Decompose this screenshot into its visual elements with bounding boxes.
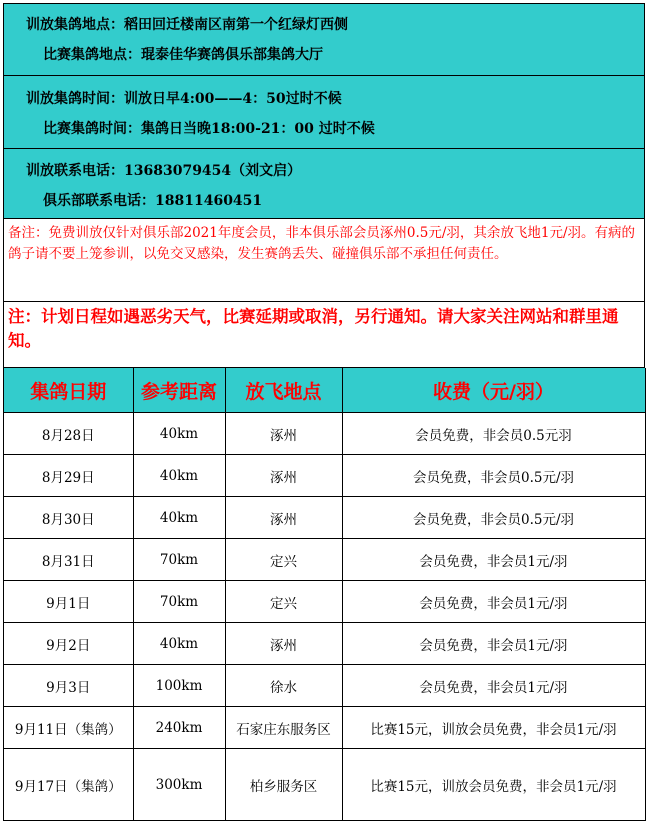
cell-distance: 70km xyxy=(133,539,225,581)
cell-distance: 40km xyxy=(133,455,225,497)
cell-location: 定兴 xyxy=(225,581,342,623)
schedule-sheet xyxy=(3,3,645,821)
table-row xyxy=(4,413,645,455)
race-location: 比赛集鸽地点：琨泰佳华赛鸽俱乐部集鸽大厅 xyxy=(43,47,323,63)
cell-date: 9月11日（集鸽） xyxy=(4,707,133,749)
table-row xyxy=(4,497,645,539)
header-fee: 收费（元/羽） xyxy=(342,368,645,413)
cell-date: 8月28日 xyxy=(4,413,133,455)
cell-distance: 40km xyxy=(133,623,225,665)
header-distance: 参考距离 xyxy=(133,368,225,413)
table-row xyxy=(4,623,645,665)
cell-fee: 比赛15元，训放会员免费，非会员1元/羽 xyxy=(342,749,645,821)
weather-notice: 注：计划日程如遇恶劣天气，比赛延期或取消，另行通知。请大家关注网站和群里通知。 xyxy=(4,302,645,368)
time-section xyxy=(4,76,645,149)
table-row xyxy=(4,455,645,497)
training-contact: 训放联系电话：13683079454（刘文启） xyxy=(26,163,302,179)
cell-date: 8月30日 xyxy=(4,497,133,539)
cell-date: 9月17日（集鸽） xyxy=(4,749,133,821)
table-header-row xyxy=(4,368,645,413)
cell-distance: 100km xyxy=(133,665,225,707)
location-section xyxy=(4,4,645,76)
cell-fee: 比赛15元，训放会员免费，非会员1元/羽 xyxy=(342,707,645,749)
cell-distance: 40km xyxy=(133,497,225,539)
cell-location: 定兴 xyxy=(225,539,342,581)
table-row xyxy=(4,665,645,707)
cell-location: 涿州 xyxy=(225,455,342,497)
schedule-table xyxy=(4,368,646,821)
contact-section xyxy=(4,149,645,219)
header-location: 放飞地点 xyxy=(225,368,342,413)
table-row xyxy=(4,707,645,749)
cell-date: 8月29日 xyxy=(4,455,133,497)
cell-location: 徐水 xyxy=(225,665,342,707)
cell-fee: 会员免费，非会员0.5元/羽 xyxy=(342,497,645,539)
table-row xyxy=(4,749,645,821)
cell-distance: 240km xyxy=(133,707,225,749)
cell-fee: 会员免费，非会员1元/羽 xyxy=(342,665,645,707)
cell-date: 9月2日 xyxy=(4,623,133,665)
cell-distance: 70km xyxy=(133,581,225,623)
remark: 备注：免费训放仅针对俱乐部2021年度会员，非本俱乐部会员涿州0.5元/羽，其余放飞地1元/羽。有病的鸽子请不要上笼参训，以免交叉感染，发生赛鸽丢失、碰撞俱乐部不承担任何责任。 xyxy=(4,219,645,302)
training-location: 训放集鸽地点：稻田回迁楼南区南第一个红绿灯西侧 xyxy=(26,17,348,33)
cell-distance: 40km xyxy=(133,413,225,455)
cell-location: 涿州 xyxy=(225,623,342,665)
cell-date: 8月31日 xyxy=(4,539,133,581)
cell-fee: 会员免费，非会员1元/羽 xyxy=(342,539,645,581)
cell-fee: 会员免费，非会员0.5元/羽 xyxy=(342,455,645,497)
training-time: 训放集鸽时间：训放日早4:00——4：50过时不候 xyxy=(26,91,342,107)
club-contact: 俱乐部联系电话：18811460451 xyxy=(43,193,263,209)
cell-fee: 会员免费，非会员0.5元羽 xyxy=(342,413,645,455)
table-row xyxy=(4,539,645,581)
cell-location: 柏乡服务区 xyxy=(225,749,342,821)
cell-date: 9月3日 xyxy=(4,665,133,707)
cell-distance: 300km xyxy=(133,749,225,821)
cell-location: 涿州 xyxy=(225,497,342,539)
race-time: 比赛集鸽时间：集鸽日当晚18:00-21：00 过时不候 xyxy=(43,121,375,137)
cell-fee: 会员免费，非会员1元/羽 xyxy=(342,623,645,665)
cell-fee: 会员免费，非会员1元/羽 xyxy=(342,581,645,623)
header-date: 集鸽日期 xyxy=(4,368,133,413)
cell-location: 涿州 xyxy=(225,413,342,455)
cell-location: 石家庄东服务区 xyxy=(225,707,342,749)
table-row xyxy=(4,581,645,623)
cell-date: 9月1日 xyxy=(4,581,133,623)
